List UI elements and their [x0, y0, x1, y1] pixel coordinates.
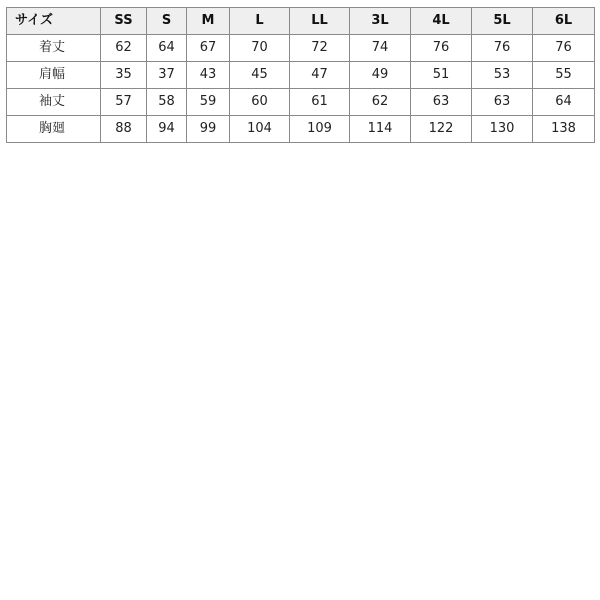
table-cell: 70 — [230, 35, 290, 62]
table-cell: 57 — [101, 89, 147, 116]
column-header-4l: 4L — [411, 8, 472, 35]
table-cell: 76 — [533, 35, 595, 62]
table-cell: 67 — [187, 35, 230, 62]
table-cell: 60 — [230, 89, 290, 116]
column-header-ll: LL — [290, 8, 350, 35]
table-row — [7, 62, 595, 89]
table-cell: 94 — [147, 116, 187, 143]
column-header-s: S — [147, 8, 187, 35]
table-cell: 64 — [147, 35, 187, 62]
table-cell: 55 — [533, 62, 595, 89]
table-cell: 62 — [101, 35, 147, 62]
column-header-m: M — [187, 8, 230, 35]
row-label-sleeve-length: 袖丈 — [7, 89, 101, 116]
table-cell: 130 — [472, 116, 533, 143]
table-cell: 138 — [533, 116, 595, 143]
column-header-3l: 3L — [350, 8, 411, 35]
table-cell: 72 — [290, 35, 350, 62]
table-row — [7, 89, 595, 116]
table-cell: 104 — [230, 116, 290, 143]
table-cell: 43 — [187, 62, 230, 89]
column-header-l: L — [230, 8, 290, 35]
table-cell: 49 — [350, 62, 411, 89]
column-header-6l: 6L — [533, 8, 595, 35]
row-label-chest: 胸廻 — [7, 116, 101, 143]
table-row — [7, 116, 595, 143]
table-cell: 45 — [230, 62, 290, 89]
size-chart-table — [6, 7, 595, 143]
table-cell: 76 — [472, 35, 533, 62]
table-cell: 76 — [411, 35, 472, 62]
table-row — [7, 35, 595, 62]
size-header-label: サイズ — [7, 8, 101, 35]
table-cell: 59 — [187, 89, 230, 116]
column-header-ss: SS — [101, 8, 147, 35]
table-cell: 64 — [533, 89, 595, 116]
row-label-shoulder-width: 肩幅 — [7, 62, 101, 89]
table-cell: 35 — [101, 62, 147, 89]
table-cell: 88 — [101, 116, 147, 143]
column-header-5l: 5L — [472, 8, 533, 35]
table-cell: 53 — [472, 62, 533, 89]
row-label-length: 着丈 — [7, 35, 101, 62]
table-cell: 37 — [147, 62, 187, 89]
table-cell: 51 — [411, 62, 472, 89]
table-cell: 99 — [187, 116, 230, 143]
table-cell: 58 — [147, 89, 187, 116]
table-cell: 61 — [290, 89, 350, 116]
table-cell: 63 — [472, 89, 533, 116]
table-header-row — [7, 8, 595, 35]
table-cell: 62 — [350, 89, 411, 116]
table-cell: 114 — [350, 116, 411, 143]
table-cell: 109 — [290, 116, 350, 143]
table-cell: 47 — [290, 62, 350, 89]
table-cell: 74 — [350, 35, 411, 62]
table-cell: 63 — [411, 89, 472, 116]
table-cell: 122 — [411, 116, 472, 143]
